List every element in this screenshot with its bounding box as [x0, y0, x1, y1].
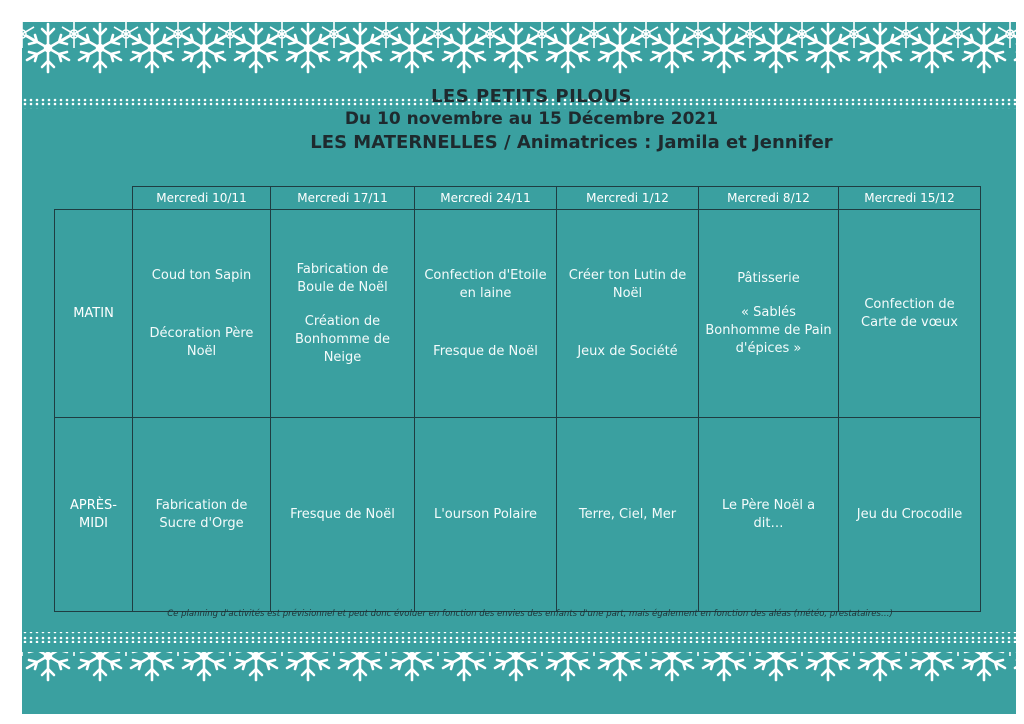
row-label-afternoon: APRÈS-MIDI: [55, 418, 133, 612]
header: [22, 84, 1016, 194]
spacer: [139, 285, 264, 325]
page-title: LES PETITS PILOUS: [430, 86, 633, 107]
activity-table: [54, 186, 981, 612]
column-header: Mercredi 1/12: [557, 187, 699, 210]
activity-cell: [699, 210, 839, 418]
snowflake-border-bottom: [22, 630, 1016, 714]
activity-cell: L'ourson Polaire: [415, 418, 557, 612]
column-header: Mercredi 17/11: [271, 187, 415, 210]
table-row-morning: [55, 210, 981, 418]
activity-text: Décoration Père Noël: [149, 325, 254, 359]
activity-cell: [271, 210, 415, 418]
column-header: Mercredi 24/11: [415, 187, 557, 210]
table-corner: [55, 187, 133, 210]
activity-text: Créer ton Lutin de Noël: [568, 267, 687, 301]
table-row-afternoon: [55, 418, 981, 612]
activity-cell: [133, 210, 271, 418]
activity-cell: [415, 210, 557, 418]
column-header: Mercredi 15/12: [839, 187, 981, 210]
activity-cell: Terre, Ciel, Mer: [557, 418, 699, 612]
spacer: [277, 297, 408, 313]
row-label-morning: MATIN: [55, 210, 133, 418]
activity-text: Fabrication de Boule de Noël: [296, 261, 389, 295]
activity-text: Confection de Carte de vœux: [861, 296, 958, 330]
activity-text: Création de Bonhomme de Neige: [294, 313, 390, 365]
activity-cell: Jeu du Crocodile: [839, 418, 981, 612]
activity-text: « Sablés Bonhomme de Pain d'épices »: [705, 304, 832, 356]
spacer: [705, 288, 832, 304]
activity-text: Pâtisserie: [737, 270, 800, 286]
snowflake-icon: [22, 630, 1016, 714]
spacer: [563, 303, 692, 343]
activity-text: Coud ton Sapin: [151, 267, 252, 283]
activity-text: Fresque de Noël: [433, 343, 538, 359]
table-header-row: [55, 187, 981, 210]
footnote: Ce planning d'activités est prévisionnel et peut donc évoluer en fonction des envies des enfants d'une part, mais également en fonction des aléas (météo, prestataires…): [167, 609, 893, 619]
group-title: LES MATERNELLES / Animatrices : Jamila et Jennifer: [310, 132, 833, 153]
planning-sheet: [22, 22, 1016, 714]
activity-text: Jeux de Société: [577, 343, 678, 359]
activity-cell: Le Père Noël a dit…: [699, 418, 839, 612]
date-range: Du 10 novembre au 15 Décembre 2021: [344, 109, 719, 129]
spacer: [421, 303, 550, 343]
activity-text: Confection d'Etoile en laine: [424, 267, 547, 301]
activity-cell: [557, 210, 699, 418]
activity-cell: Fabrication de Sucre d'Orge: [133, 418, 271, 612]
column-header: Mercredi 10/11: [133, 187, 271, 210]
activity-cell: Fresque de Noël: [271, 418, 415, 612]
column-header: Mercredi 8/12: [699, 187, 839, 210]
activity-cell: [839, 210, 981, 418]
